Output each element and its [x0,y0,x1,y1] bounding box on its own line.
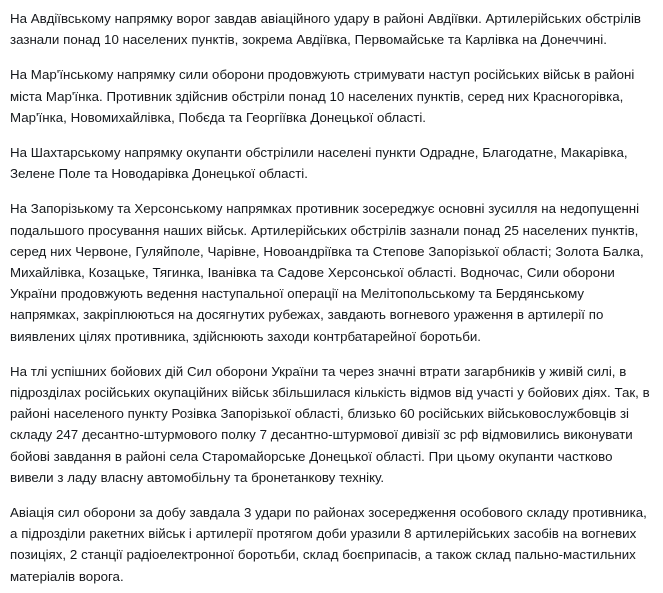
paragraph-aviation-strikes: Авіація сил оборони за добу завдала 3 удари по районах зосередження особового складу противника, а підрозділи ракетних військ і артилерії протягом доби уразили 8 артилерійських засобів на вогневих позиціях, 2 станції радіоелектронної боротьби, склад боєприпасів, а також склад пально-мастильних матеріалів ворога. [10,505,647,584]
paragraph-marinka-direction: На Мар'їнському напрямку сили оборони продовжують стримувати наступ російських військ в районі міста Мар'їнка. Противник здійснив обстріли понад 10 населених пунктів, серед них Красногорівка, Мар'їнка, Новомихайлівка, Побєда та Георгіївка Донецької області. [10,67,635,125]
paragraph-avdiivka-direction: На Авдіївському напрямку ворог завдав авіаційного удару в районі Авдіївки. Артилерійських обстрілів зазнали понад 10 населених пунктів, зокрема Авдіївка, Первомайське та Карлівка на Донеччині. [10,11,641,48]
paragraph-shakhtarsk-direction: На Шахтарському напрямку окупанти обстрілили населені пункти Одрадне, Благодатне, Макарівка, Зелене Поле та Новодарівка Донецької області. [10,145,628,182]
paragraph-zaporizhzhia-kherson-direction: На Запорізькому та Херсонському напрямках противник зосереджує основні зусилля на недопущенні подальшого просування наших військ. Артилерійських обстрілів зазнали понад 25 населених пунктів, серед них Червоне, Гуляйполе, Чарівне, Новоандріївка та Степове Запорізької області; Золота Балка, Михайлівка, Козацьке, Тягинка, Іванівка та Садове Херсонської області. Водночас, Сили оборони України продовжують ведення наступальної операції на Мелітопольському та Бердянському напрямках, закріплюються на досягнутих рубежах, завдають вогневого ураження в артилерії по виявлених цілях противника, здійснюють заходи контрбатарейної боротьби. [10,201,644,344]
paragraph-enemy-refusals: На тлі успішних бойових дій Сил оборони України та через значні втрати загарбників у живій силі, в підрозділах російських окупаційних військ збільшилася кількість відмов від участі у бойових діях. Так, в районі населеного пункту Розівка Запорізької області, близько 60 російських військовослужбовців зі складу 247 десантно-штурмового полку 7 десантно-штурмової дивізії зс рф відмовились виконувати бойові завдання в районі села Старомайорське Донецької області. При цьому окупанти частково вивели з ладу власну автомобільну та бронетанкову техніку. [10,363,650,485]
